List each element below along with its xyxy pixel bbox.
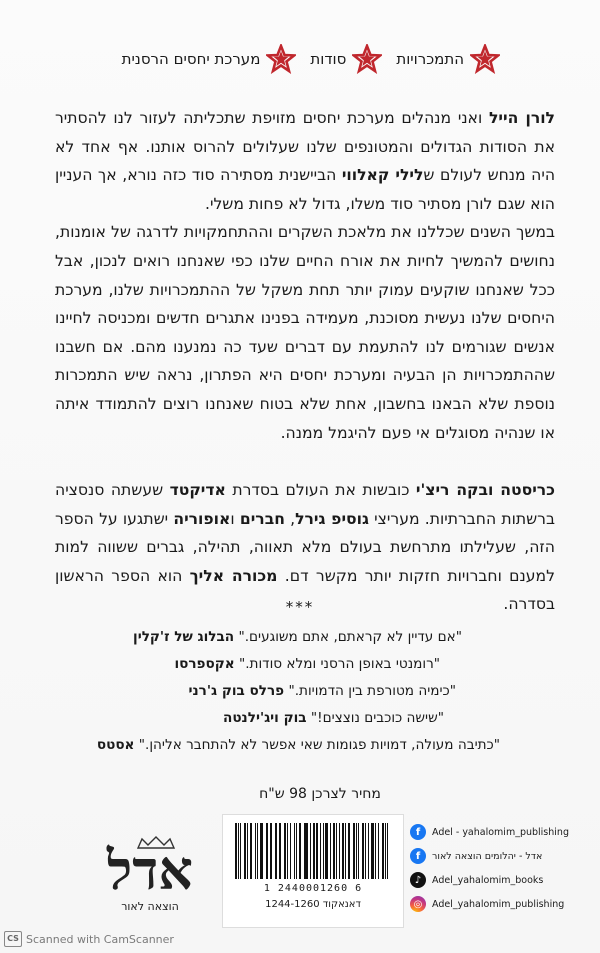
social-handle: Adel_yahalomim_books	[432, 874, 544, 886]
show-name: אופוריה	[173, 509, 231, 528]
barcode-bar	[330, 823, 331, 879]
facebook-icon: f	[410, 848, 426, 864]
barcode	[222, 814, 404, 928]
scanner-watermark-text: Scanned with CamScanner	[26, 932, 174, 946]
barcode-bar	[235, 823, 237, 879]
facebook-icon: f	[410, 824, 426, 840]
author-text: ישתגעו על הספר הזה, שעלילתו מתרחשת בעולם מלא תאווה, תהילה, גברים ששווה למות למענם וחברויות חזקות יותר מקשר דם.	[55, 509, 555, 585]
barcode-bar	[266, 823, 267, 879]
barcode-bar	[336, 823, 337, 879]
barcode-bar	[356, 823, 357, 879]
camscanner-logo-icon: CS	[4, 931, 22, 947]
review-quote	[96, 732, 500, 759]
publisher-logo-mark: אדל	[107, 838, 193, 902]
social-handle: Adel_yahalomim_publishing	[432, 898, 565, 910]
barcode-bar	[358, 823, 359, 879]
quote-source: הבלוג של ז'קלין	[133, 629, 235, 645]
barcode-bar	[333, 823, 335, 879]
show-name: חברים	[239, 509, 285, 528]
barcode-bar	[385, 823, 386, 879]
quote-text: "רומנטי באופן הרסני ומלא סודות."	[234, 656, 440, 672]
barcode-bar	[368, 823, 369, 879]
barcode-bar	[348, 823, 350, 879]
barcode-bar	[305, 823, 307, 879]
tiktok-icon: ♪	[410, 872, 426, 888]
barcode-bar	[382, 823, 384, 879]
crown-icon	[136, 836, 176, 850]
barcode-bar	[316, 823, 318, 879]
social-handle: Adel - yahalomim_publishing	[432, 826, 569, 838]
red-star-icon	[470, 44, 500, 74]
barcode-bar	[339, 823, 340, 879]
review-quote	[100, 705, 500, 732]
barcode-bar	[325, 823, 327, 879]
barcode-bar	[270, 823, 272, 879]
review-quote	[100, 678, 500, 705]
tag-label: התמכרויות	[396, 50, 464, 68]
quote-source: אקספרסו	[174, 656, 235, 672]
barcode-bar	[345, 823, 346, 879]
synopsis-paragraph	[55, 104, 555, 447]
barcode-bar	[299, 823, 301, 879]
barcode-bar	[247, 823, 248, 879]
barcode-bar	[240, 823, 241, 879]
barcode-bar	[276, 823, 277, 879]
catalog-number: דאנאקוד 1244-1260	[265, 899, 361, 910]
social-handle: אדל - יהלומים הוצאה לאור	[432, 850, 543, 862]
barcode-bar	[294, 823, 295, 879]
barcode-bar	[323, 823, 324, 879]
barcode-bar	[365, 823, 366, 879]
barcode-bar	[371, 823, 373, 879]
barcode-number: 1 2440001260 6	[263, 883, 363, 894]
quote-text: "שישה כוכבים נוצצים!"	[306, 710, 444, 726]
red-star-icon	[352, 44, 382, 74]
barcode-bar	[313, 823, 315, 879]
book-title: מכורה אליך	[189, 566, 278, 585]
author-text: ו	[230, 509, 240, 528]
tag-toxic-relationship	[122, 44, 297, 74]
quote-source: אסטס	[96, 737, 135, 753]
barcode-bars	[235, 823, 391, 879]
barcode-bar	[279, 823, 281, 879]
quote-source: פרלס בוק ג'רני	[188, 683, 285, 699]
barcode-bar	[267, 823, 268, 879]
tag-label: סודות	[310, 50, 347, 68]
barcode-bar	[387, 823, 388, 879]
synopsis-text: ואני מנהלים מערכת יחסים מזויפת שתכליתה לעזור לנו להסתיר את הסודות הגדולים והמטונפים שלנו שעלולים להרוס אותנו. אף אחד לא היה מנחש לעולם ש	[55, 109, 556, 185]
barcode-bar	[257, 823, 258, 879]
barcode-bar	[320, 823, 321, 879]
barcode-bar	[284, 823, 286, 879]
section-separator: ***	[285, 598, 315, 616]
barcode-bar	[250, 823, 252, 879]
author-text: הוא הספר הראשון בסדרה.	[55, 566, 555, 614]
barcode-bar	[275, 823, 276, 879]
tag-label: מערכת יחסים הרסנית	[121, 50, 261, 68]
scanner-watermark	[4, 931, 174, 947]
review-quotes	[96, 624, 500, 759]
social-links	[410, 820, 590, 916]
quote-text: "אם עדיין לא קראתם, אתם משוגעים."	[234, 629, 462, 645]
barcode-bar	[296, 823, 297, 879]
barcode-bar	[310, 823, 311, 879]
publisher-logo	[100, 838, 200, 932]
synopsis-text: הביישנית מסתירה סוד כזה נורא, אך העניין הוא שגם לורן מסתיר סוד משלו, גדול לא פחות משלי.	[55, 166, 555, 213]
publisher-subtitle: הוצאה לאור	[121, 900, 179, 913]
quote-text: "כימיה מטורפת בין הדמויות."	[284, 683, 456, 699]
retail-price: מחיר לצרכן 98 ש"ח	[259, 786, 381, 802]
social-link[interactable]	[410, 820, 590, 844]
author-text: שעשתה סנסציה ברשתות החברתיות. מעריצי	[55, 481, 555, 528]
quote-source: בוק ויג'ילנטה	[222, 710, 307, 726]
barcode-bar	[362, 823, 364, 879]
tag-secrets	[310, 44, 382, 74]
barcode-bar	[304, 823, 305, 879]
review-quote	[100, 624, 500, 651]
social-link[interactable]	[410, 868, 590, 892]
quote-text: "כתיבה מעולה, דמויות פגומות שאי אפשר לא להתחבר אליהן."	[134, 737, 500, 753]
author-names: כריסטה ובקה ריצ'י	[415, 481, 556, 499]
series-name: אדיקטד	[169, 481, 226, 499]
barcode-bar	[290, 823, 292, 879]
social-link[interactable]	[410, 844, 590, 868]
tag-addictions	[396, 44, 500, 74]
barcode-bar	[353, 823, 355, 879]
barcode-bar	[342, 823, 344, 879]
author-text: כובשות את העולם בסדרת	[225, 481, 416, 499]
barcode-bar	[287, 823, 288, 879]
barcode-bar	[238, 823, 239, 879]
review-quote	[100, 651, 500, 678]
barcode-bar	[375, 823, 377, 879]
barcode-bar	[378, 823, 379, 879]
character-name-loren: לורן הייל	[488, 109, 555, 127]
instagram-icon: ◎	[410, 896, 426, 912]
social-link[interactable]	[410, 892, 590, 916]
red-star-icon	[266, 44, 296, 74]
barcode-bar	[244, 823, 246, 879]
show-name: גוסיפ גירל	[295, 509, 369, 528]
synopsis-text: במשך השנים שכללנו את מלאכת השקרים וההתחמקויות לדרגה של אומנות, נחושים להמשיך לחיות את אורח החיים שלנו כפי שאנחנו רואים לנכון, אבל ככל שאנחנו שוקעים עמוק יותר תחת משקל של ההתמכרויות שלנו, מערכת היחסים שלנו נעשית מסוכנת, מעמידה בפנינו אתגרים חדשים ומכניסה לחיינו אנשים שגורמים לנו להתעמת עם דברים שעד כה נמנענו מהם. אם חשבנו שההתמכרויות הן הבעיה ומערכת יחסים היא הפתרון, נראה שיש התמכרות נוספת שלא הבאנו בחשבון, אחת שלא בטוח שאנחנו רוצים להתמודד איתה או שנהיה מסוגלים אי פעם להיגמל ממנה.	[55, 223, 555, 442]
barcode-bar	[255, 823, 257, 879]
author-text: ,	[284, 509, 296, 528]
character-name-lily: לילי קאלווי	[341, 166, 424, 185]
tag-row	[60, 44, 500, 74]
barcode-bar	[260, 823, 262, 879]
